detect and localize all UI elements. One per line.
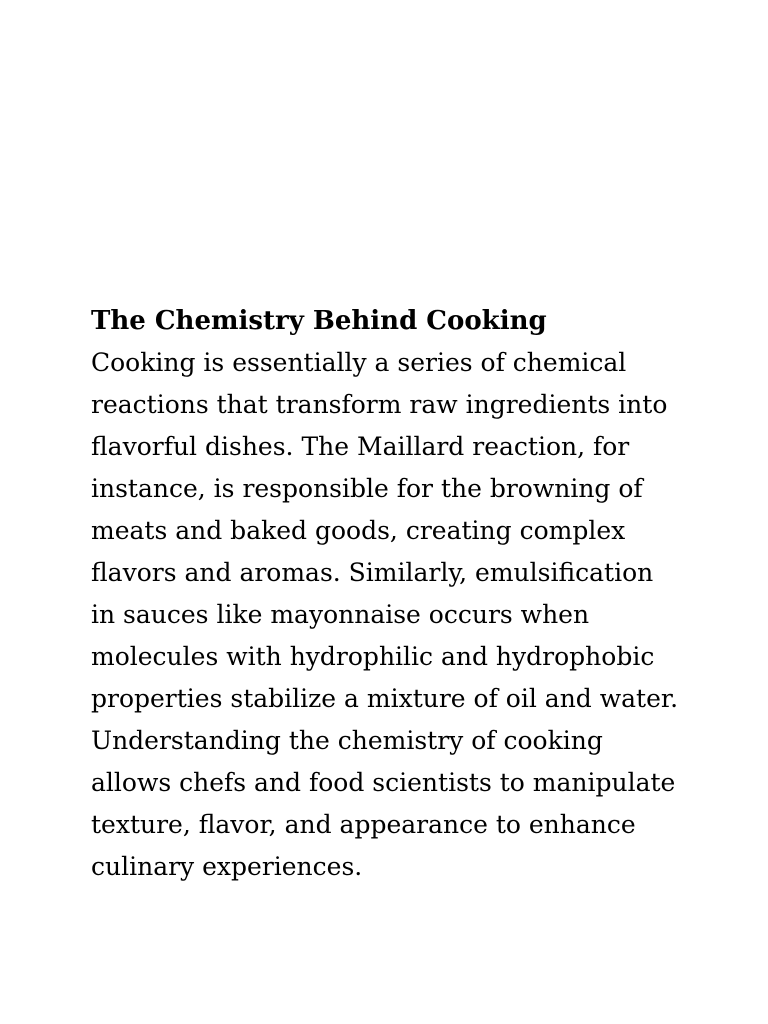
article-title: The Chemistry Behind Cooking	[91, 306, 547, 336]
article-body: Cooking is essentially a series of chemical reactions that transform raw ingredients into flavorful dishes. The Maillard reaction, for instance, is responsible for the browning of meats and baked goods, creating complex flavors and aromas. Similarly, emulsification in sauces like mayonnaise occurs when molecules with hydrophilic and hydrophobic properties stabilize a mixture of oil and water. Understanding the chemistry of cooking allows chefs and food scientists to manipulate texture, flavor, and appearance to enhance culinary experiences.	[91, 348, 679, 881]
article	[91, 300, 681, 888]
